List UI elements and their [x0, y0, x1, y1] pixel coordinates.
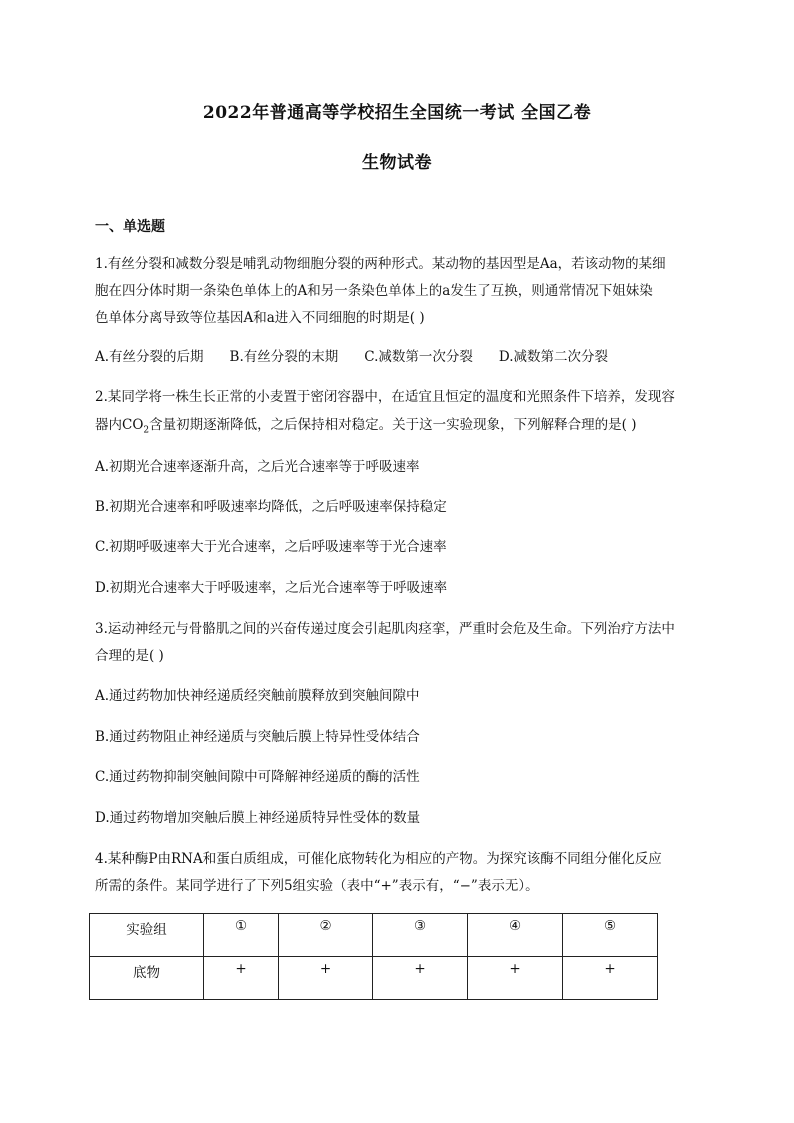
table-header-cell: ②: [279, 914, 373, 957]
table-cell: +: [563, 957, 658, 1000]
co2-subscript: 2: [143, 425, 150, 436]
experiment-table: [89, 913, 658, 1000]
question-1-option-b: B.有丝分裂的末期: [229, 349, 339, 365]
question-4-line-1: 4.某种酶P由RNA和蛋白质组成，可催化底物转化为相应的产物。为探究该酶不同组分催化反应: [95, 851, 662, 867]
question-3-option-b: B.通过药物阻止神经递质与突触后膜上特异性受体结合: [95, 729, 420, 745]
question-2-line-2-start: 器内CO: [95, 417, 144, 433]
question-1-options: [95, 345, 608, 365]
table-cell: +: [468, 957, 563, 1000]
table-header-row: [90, 914, 658, 957]
exam-title: 2022年普通高等学校招生全国统一考试 全国乙卷: [202, 103, 592, 123]
question-1-line-1: 1.有丝分裂和减数分裂是哺乳动物细胞分裂的两种形式。某动物的基因型是Aa，若该动物的某细: [95, 256, 666, 272]
table-cell: +: [279, 957, 373, 1000]
table-header-cell: ⑤: [563, 914, 658, 957]
question-2-option-c: C.初期呼吸速率大于光合速率，之后呼吸速率等于光合速率: [95, 539, 447, 555]
question-2-line-2-end: 含量初期逐渐降低，之后保持相对稳定。关于这一实验现象，下列解释合理的是( ): [149, 417, 637, 433]
table-row: [90, 957, 658, 1000]
table-cell: +: [373, 957, 468, 1000]
question-1-option-c: C.减数第一次分裂: [364, 349, 473, 365]
question-2-option-a: A.初期光合速率逐渐升高，之后光合速率等于呼吸速率: [95, 459, 420, 475]
question-4-line-2: 所需的条件。某同学进行了下列5组实验（表中“+”表示有，“−”表示无）。: [95, 878, 539, 894]
question-2-option-b: B.初期光合速率和呼吸速率均降低，之后呼吸速率保持稳定: [95, 499, 447, 515]
question-2-option-d: D.初期光合速率大于呼吸速率，之后光合速率等于呼吸速率: [95, 580, 448, 596]
table-header-cell: ③: [373, 914, 468, 957]
question-3-option-c: C.通过药物抑制突触间隙中可降解神经递质的酶的活性: [95, 769, 420, 785]
table-header-cell: 实验组: [90, 914, 204, 957]
question-3-option-a: A.通过药物加快神经递质经突触前膜释放到突触间隙中: [95, 688, 420, 704]
table-header-cell: ④: [468, 914, 563, 957]
question-2-line-1: 2.某同学将一株生长正常的小麦置于密闭容器中，在适宜且恒定的温度和光照条件下培养，发现容: [95, 389, 675, 405]
question-2-line-2: [95, 413, 636, 436]
table-cell: 底物: [90, 957, 204, 1000]
question-3-line-2: 合理的是( ): [95, 648, 164, 664]
question-1-line-2: 胞在四分体时期一条染色单体上的A和另一条染色单体上的a发生了互换，则通常情况下姐妹染: [95, 283, 653, 299]
question-1-line-3: 色单体分离导致等位基因A和a进入不同细胞的时期是( ): [95, 310, 425, 326]
question-1-option-a: A.有丝分裂的后期: [95, 349, 204, 365]
question-3-line-1: 3.运动神经元与骨骼肌之间的兴奋传递过度会引起肌肉痉挛，严重时会危及生命。下列治疗方法中: [95, 621, 675, 637]
table-cell: +: [204, 957, 279, 1000]
section-heading: 一、单选题: [95, 219, 165, 235]
table-header-cell: ①: [204, 914, 279, 957]
question-1-option-d: D.减数第二次分裂: [498, 349, 609, 365]
exam-subtitle: 生物试卷: [362, 153, 432, 173]
question-3-option-d: D.通过药物增加突触后膜上神经递质特异性受体的数量: [95, 810, 421, 826]
